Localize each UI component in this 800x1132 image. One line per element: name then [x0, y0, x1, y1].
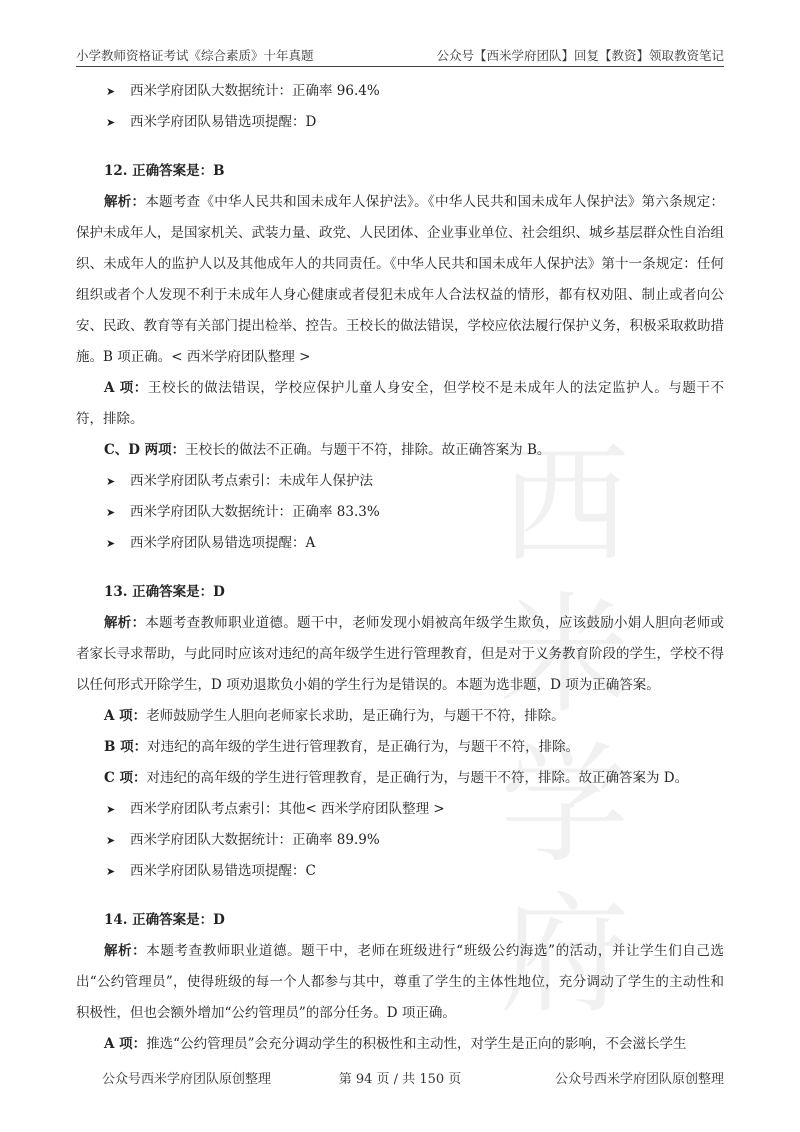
- analysis-text: 本题考查教师职业道德。题干中，老师发现小娟被高年级学生欺负，应该鼓励小娟人胆向老师或者家长寻求帮助，与此同时应该对违纪的高年级学生进行管理教育，但是对于义务教育阶段的学生，学校不得以任何形式开除学生，D 项劝退欺负小娟的学生行为是错误的。本题为选非题，D 项为正确答案。: [76, 615, 725, 693]
- question-12-analysis: [76, 187, 724, 373]
- list-item: [76, 856, 724, 887]
- list-item: [76, 528, 724, 559]
- bullet-text: 西米学府团队考点索引：未成年人保护法: [130, 473, 373, 489]
- arrow-bullet-icon: ➤: [106, 834, 116, 847]
- analysis-label: 解析：: [104, 194, 146, 210]
- list-item: [76, 794, 724, 825]
- option-text: 王校长的做法错误，学校应保护儿童人身安全，但学校不是未成年人的法定监护人。与题干不符，排除。: [76, 380, 724, 427]
- arrow-bullet-icon: ➤: [106, 85, 116, 98]
- header-left-title: 小学教师资格证考试《综合素质》十年真题: [76, 48, 314, 63]
- question-13-option-b: [76, 732, 724, 763]
- bullet-text: 西米学府团队大数据统计：正确率 89.9%: [130, 832, 380, 848]
- option-label: B 项：: [104, 739, 148, 755]
- option-label: A 项：: [104, 708, 147, 724]
- page-content: [76, 76, 724, 1060]
- arrow-bullet-icon: ➤: [106, 537, 116, 550]
- page-header: [76, 40, 724, 67]
- question-12-option-a: [76, 373, 724, 435]
- option-text: 推选“公约管理员”会充分调动学生的积极性和主动性，对学生是正向的影响，不会滋长学生: [146, 1036, 687, 1052]
- page-number: 第 94 页 / 共 150 页: [338, 1072, 462, 1087]
- arrow-bullet-icon: ➤: [106, 865, 116, 878]
- watermark-char: 米: [499, 579, 640, 731]
- option-text: 对违纪的高年级的学生进行管理教育，是正确行为，与题干不符，排除。故正确答案为 D。: [146, 770, 689, 786]
- question-13-title: 13. 正确答案是：D: [104, 584, 225, 600]
- footer-left: 公众号西米学府团队原创整理: [102, 1072, 272, 1087]
- footer-right: 公众号西米学府团队原创整理: [554, 1072, 724, 1087]
- bullet-text: 西米学府团队大数据统计：正确率 96.4%: [130, 83, 380, 99]
- question-13-option-c: [76, 763, 724, 794]
- question-14-title: 14. 正确答案是：D: [104, 912, 225, 928]
- list-item: [76, 497, 724, 528]
- question-12-option-cd: [76, 435, 724, 466]
- watermark-char: 西: [499, 429, 640, 581]
- bullet-text: 西米学府团队大数据统计：正确率 83.3%: [130, 504, 380, 520]
- question-13-analysis: [76, 608, 724, 701]
- watermark-char: 府: [499, 879, 640, 1031]
- option-label: A 项：: [104, 380, 148, 396]
- bullet-text: 西米学府团队易错选项提醒：D: [130, 114, 317, 130]
- option-label: A 项：: [104, 1036, 147, 1052]
- question-14-analysis: [76, 936, 724, 1029]
- bullet-text: 西米学府团队易错选项提醒：A: [130, 535, 316, 551]
- analysis-text: 本题考查《中华人民共和国未成年人保护法》。《中华人民共和国未成年人保护法》第六条规定：保护未成年人，是国家机关、武装力量、政党、人民团体、企业事业单位、社会组织、城乡基层群众性自治组织、未成年人的监护人以及其他成年人的共同责任。《中华人民共和国未成年人保护法》第十一条规定：任何组织或者个人发现不利于未成年人身心健康或者侵犯未成年人合法权益的情形，都有权劝阻、制止或者向公安、民政、教育等有关部门提出检举、控告。王校长的做法错误，学校应依法履行保护义务，积极采取救助措施。B 项正确。< 西米学府团队整理 >: [76, 194, 725, 365]
- arrow-bullet-icon: ➤: [106, 475, 116, 488]
- watermark-char: 学: [499, 729, 640, 881]
- question-13-option-a: [76, 701, 724, 732]
- list-item: [76, 76, 724, 107]
- list-item: [76, 466, 724, 497]
- arrow-bullet-icon: ➤: [106, 803, 116, 816]
- option-text: 王校长的做法不正确。与题干不符，排除。故正确答案为 B。: [185, 442, 551, 458]
- question-14-option-a: [76, 1029, 724, 1060]
- arrow-bullet-icon: ➤: [106, 116, 116, 129]
- question-12-title: 12. 正确答案是：B: [104, 163, 225, 179]
- analysis-label: 解析：: [104, 943, 147, 959]
- option-text: 老师鼓励学生人胆向老师家长求助，是正确行为，与题干不符，排除。: [146, 708, 565, 724]
- analysis-label: 解析：: [104, 615, 146, 631]
- bullet-text: 西米学府团队考点索引：其他< 西米学府团队整理 >: [130, 801, 445, 817]
- option-label: C 项：: [104, 770, 147, 786]
- arrow-bullet-icon: ➤: [106, 506, 116, 519]
- option-text: 对违纪的高年级的学生进行管理教育，是正确行为，与题干不符，排除。: [147, 739, 580, 755]
- page-footer: [76, 1068, 724, 1088]
- header-right-note: 公众号【西米学府团队】回复【教资】领取教资笔记: [436, 48, 724, 63]
- bullet-text: 西米学府团队易错选项提醒：C: [130, 863, 316, 879]
- option-label: C、D 两项：: [104, 442, 186, 458]
- list-item: [76, 825, 724, 856]
- analysis-text: 本题考查教师职业道德。题干中，老师在班级进行“班级公约海选”的活动，并让学生们自己选出“公约管理员”，使得班级的每一个人都参与其中，尊重了学生的主体性地位，充分调动了学生的主动性和积极性，但也会额外增加“公约管理员”的部分任务。D 项正确。: [76, 943, 725, 1021]
- list-item: [76, 107, 724, 138]
